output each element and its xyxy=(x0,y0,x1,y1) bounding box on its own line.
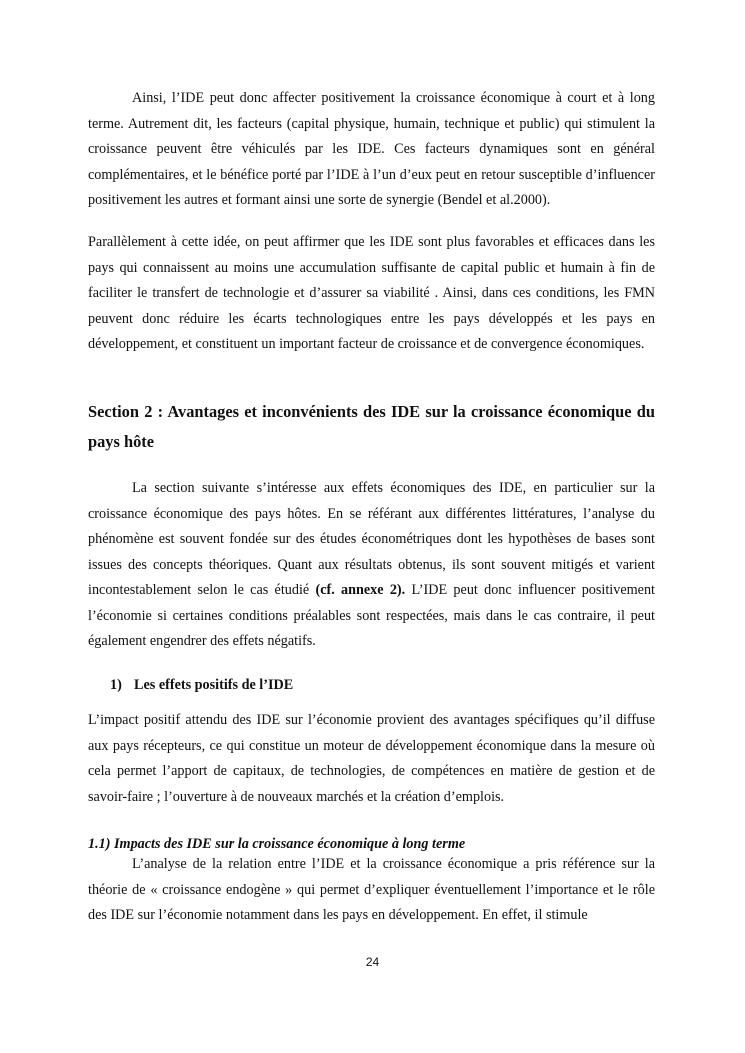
section-intro-text-end: L’IDE peut donc influencer positivement l’économie si certaines conditions préalables sont respectées, mais dans le cas contraire, il peut également engendrer des effets négatifs. xyxy=(88,582,655,649)
section-label: Section 2 xyxy=(88,402,153,421)
section-intro-text-start: La section suivante s’intéresse aux effets économiques des IDE, en particulier sur la croissance économique des pays hôtes. En se référant aux différentes littératures, l’analyse du phénomène est souvent fondée sur des études économétriques dont les hypothèses de bases sont issues des concepts théoriques. Quant aux résultats obtenus, ils sont souvent mitigés et varient incontestablement selon le cas étudié xyxy=(88,480,655,598)
subsubsection-long-term-heading: 1.1) Impacts des IDE sur la croissance économique à long terme xyxy=(88,836,466,852)
paragraph-positive-impact: L’impact positif attendu des IDE sur l’économie provient des avantages spécifiques qu’il diffuse aux pays récepteurs, ce qui constitue un moteur de développement économique dans la mesure où cela permet l’apport de capitaux, de technologies, de compétences en matière de gestion et de savoir-faire ; l’ouverture à de nouveaux marchés et la création d’emplois. xyxy=(88,712,655,805)
paragraph-ide-favorable-conditions: Parallèlement à cette idée, on peut affirmer que les IDE sont plus favorables et efficaces dans les pays qui connaissent au moins une accumulation suffisante de capital public et humain à fin de faciliter le transfert de technologie et d’assurer sa viabilité . Ainsi, dans ces conditions, les FMN peuvent donc réduire les écarts technologiques entre les pays développés et les pays en développement, et constituent un important facteur de croissance et de convergence économiques. xyxy=(88,234,655,352)
annex-reference: (cf. annexe 2). xyxy=(315,582,406,598)
subsection-title: Les effets positifs de l’IDE xyxy=(134,677,294,693)
paragraph-ide-growth-effects: Ainsi, l’IDE peut donc affecter positivement la croissance économique à court et à long terme. Autrement dit, les facteurs (capital physique, humain, technique et public) qui stimulent la croissance peuvent être véhiculés par les IDE. Ces facteurs dynamiques sont en général complémentaires, et le bénéfice porté par l’IDE à l’un d’eux peut en retour susceptible d’influencer positivement les autres et formant ainsi une sorte de synergie (Bendel et al.2000). xyxy=(88,90,655,208)
subsection-number: 1) xyxy=(110,677,122,693)
subsection-positive-effects-heading xyxy=(110,675,293,695)
paragraph-endogenous-growth: L’analyse de la relation entre l’IDE et la croissance économique a pris référence sur la théorie de « croissance endogène » qui permet d’expliquer éventuellement l’importance et le rôle des IDE sur l’économie notamment dans les pays en développement. En effet, il stimule xyxy=(88,856,655,923)
section-2-heading xyxy=(88,397,655,457)
paragraph-section-intro xyxy=(88,476,655,655)
section-title: : Avantages et inconvénients des IDE sur la croissance économique du pays hôte xyxy=(88,402,655,451)
page-number: 24 xyxy=(365,955,380,969)
